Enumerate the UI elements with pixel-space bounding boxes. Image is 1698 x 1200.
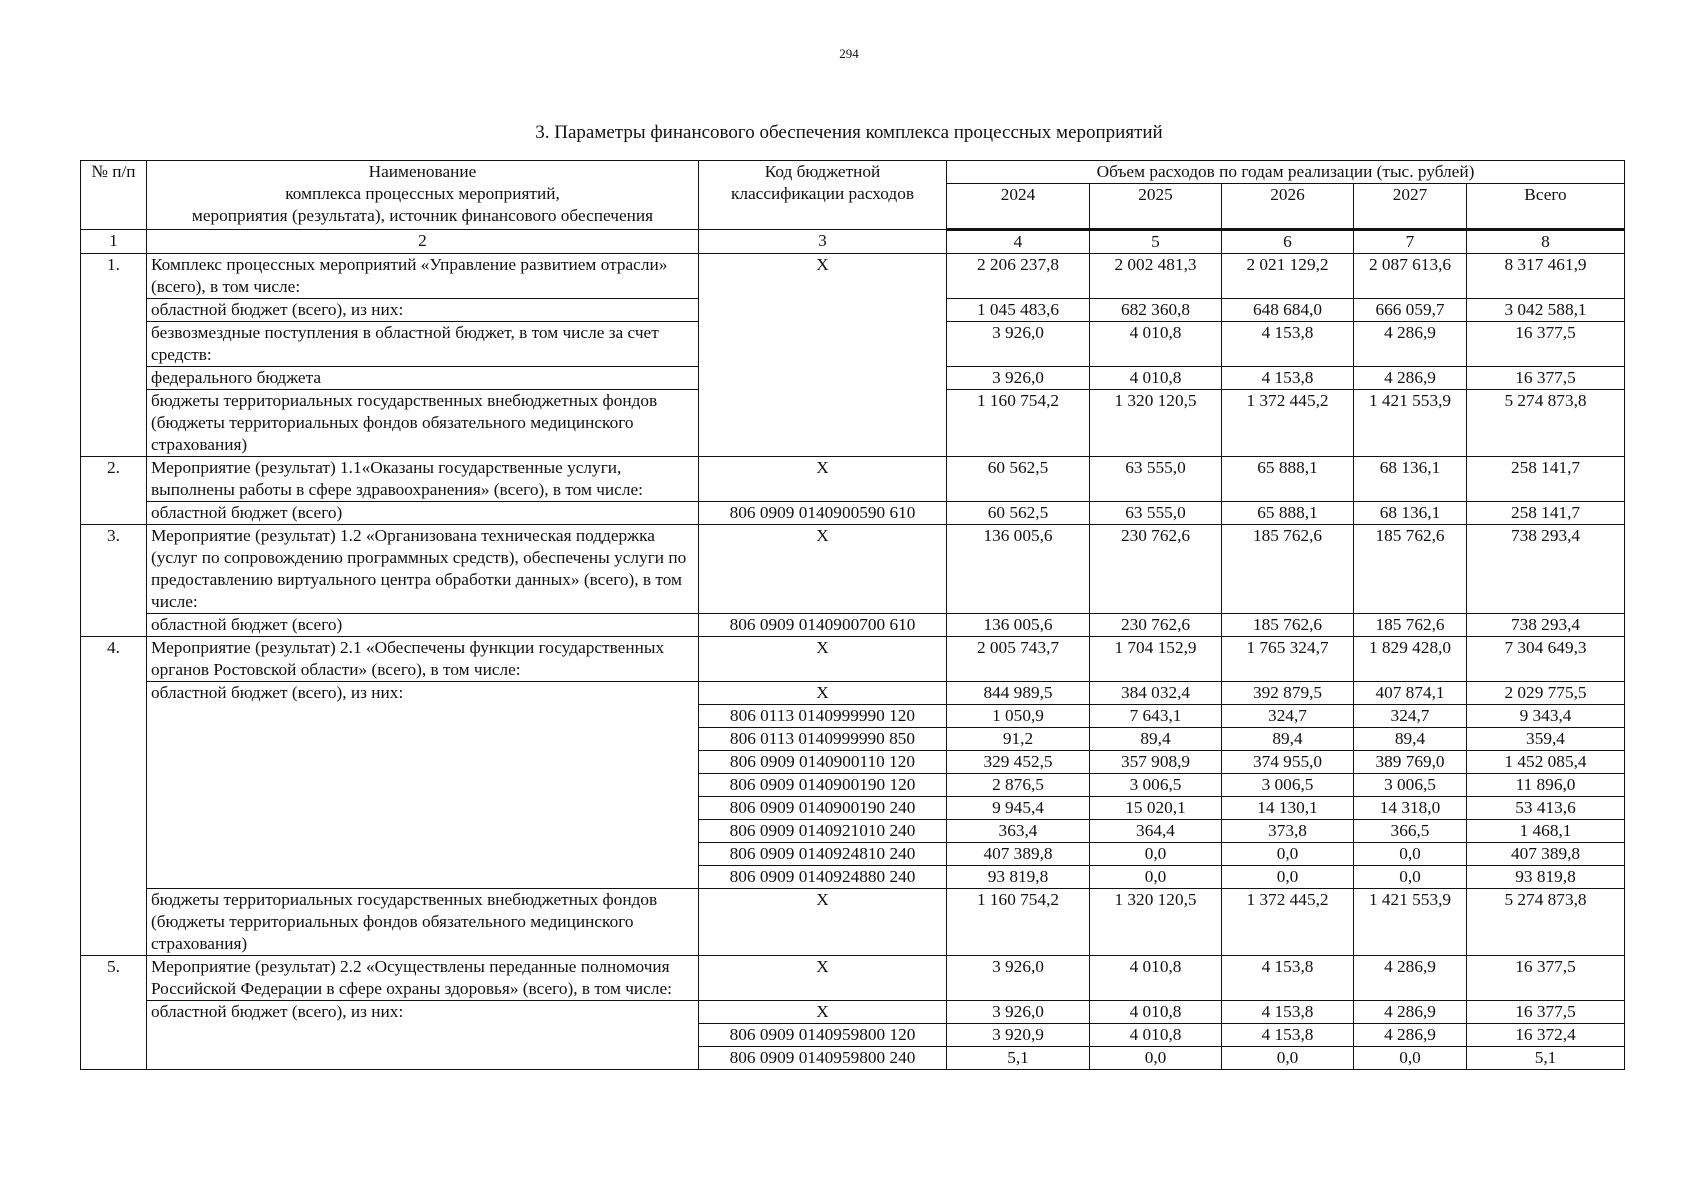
row-value: 3 926,0: [947, 367, 1090, 390]
row-value: 373,8: [1222, 820, 1354, 843]
row-total: 258 141,7: [1467, 502, 1625, 525]
row-code: 806 0909 0140921010 240: [699, 820, 947, 843]
row-value: 4 010,8: [1090, 367, 1222, 390]
row-number: 3.: [81, 525, 147, 637]
row-value: 3 926,0: [947, 956, 1090, 1001]
header-code-line: Код бюджетной: [764, 162, 881, 181]
row-value: 2 002 481,3: [1090, 254, 1222, 299]
row-value: 364,4: [1090, 820, 1222, 843]
row-value: 3 920,9: [947, 1024, 1090, 1047]
row-value: 1 829 428,0: [1354, 637, 1467, 682]
header-code-line: классификации расходов: [730, 184, 915, 203]
row-value: 392 879,5: [1222, 682, 1354, 705]
row-number: 2.: [81, 457, 147, 525]
row-value: 14 318,0: [1354, 797, 1467, 820]
row-value: 363,4: [947, 820, 1090, 843]
table-row: [81, 1001, 1625, 1024]
row-value: 1 704 152,9: [1090, 637, 1222, 682]
row-value: 89,4: [1354, 728, 1467, 751]
header-total: Всего: [1467, 184, 1625, 230]
row-code: X: [699, 254, 947, 457]
header-name: [147, 161, 699, 230]
row-code: X: [699, 637, 947, 682]
row-total: 8 317 461,9: [1467, 254, 1625, 299]
row-value: 3 926,0: [947, 322, 1090, 367]
row-value: 185 762,6: [1222, 614, 1354, 637]
row-code: 806 0113 0140999990 120: [699, 705, 947, 728]
row-value: 14 130,1: [1222, 797, 1354, 820]
page-number: 294: [839, 46, 859, 61]
row-value: 65 888,1: [1222, 502, 1354, 525]
row-value: 2 021 129,2: [1222, 254, 1354, 299]
row-value: 4 153,8: [1222, 1001, 1354, 1024]
row-value: 682 360,8: [1090, 299, 1222, 322]
row-code: 806 0909 0140900700 610: [699, 614, 947, 637]
row-value: 0,0: [1090, 843, 1222, 866]
row-value: 9 945,4: [947, 797, 1090, 820]
row-value: 1 372 445,2: [1222, 889, 1354, 956]
row-total: 738 293,4: [1467, 614, 1625, 637]
row-total: 16 377,5: [1467, 956, 1625, 1001]
row-value: 1 320 120,5: [1090, 889, 1222, 956]
row-total: 5 274 873,8: [1467, 889, 1625, 956]
row-value: 1 372 445,2: [1222, 390, 1354, 457]
row-code: X: [699, 889, 947, 956]
row-total: 5,1: [1467, 1047, 1625, 1070]
table-row: [81, 254, 1625, 299]
row-value: 185 762,6: [1354, 525, 1467, 614]
row-value: 1 421 553,9: [1354, 889, 1467, 956]
row-value: 2 206 237,8: [947, 254, 1090, 299]
row-value: 91,2: [947, 728, 1090, 751]
table-row: [81, 502, 1625, 525]
row-value: 68 136,1: [1354, 457, 1467, 502]
row-value: 366,5: [1354, 820, 1467, 843]
row-name: областной бюджет (всего), из них:: [147, 1001, 699, 1070]
header-year: 2026: [1222, 184, 1354, 230]
row-value: 3 006,5: [1090, 774, 1222, 797]
row-value: 0,0: [1354, 843, 1467, 866]
table-row: [81, 637, 1625, 682]
row-number: 4.: [81, 637, 147, 956]
row-value: 329 452,5: [947, 751, 1090, 774]
row-value: 68 136,1: [1354, 502, 1467, 525]
column-number: 7: [1354, 230, 1467, 254]
row-value: 0,0: [1222, 843, 1354, 866]
row-number: 5.: [81, 956, 147, 1070]
row-total: 1 452 085,4: [1467, 751, 1625, 774]
row-value: 60 562,5: [947, 457, 1090, 502]
row-value: 4 153,8: [1222, 322, 1354, 367]
row-total: 16 377,5: [1467, 367, 1625, 390]
header-year: 2025: [1090, 184, 1222, 230]
row-value: 666 059,7: [1354, 299, 1467, 322]
row-name: безвозмездные поступления в областной бюджет, в том числе за счет средств:: [147, 322, 699, 367]
row-value: 3 926,0: [947, 1001, 1090, 1024]
table-row: [81, 682, 1625, 705]
row-code: 806 0909 0140959800 240: [699, 1047, 947, 1070]
row-total: 3 042 588,1: [1467, 299, 1625, 322]
row-value: 844 989,5: [947, 682, 1090, 705]
row-name: областной бюджет (всего): [147, 502, 699, 525]
row-value: 4 010,8: [1090, 1001, 1222, 1024]
row-value: 0,0: [1222, 1047, 1354, 1070]
row-value: 3 006,5: [1354, 774, 1467, 797]
row-value: 2 876,5: [947, 774, 1090, 797]
row-value: 136 005,6: [947, 614, 1090, 637]
row-value: 4 286,9: [1354, 367, 1467, 390]
row-value: 63 555,0: [1090, 457, 1222, 502]
table-row: [81, 889, 1625, 956]
row-value: 60 562,5: [947, 502, 1090, 525]
row-value: 5,1: [947, 1047, 1090, 1070]
row-value: 374 955,0: [1222, 751, 1354, 774]
row-code: 806 0909 0140924810 240: [699, 843, 947, 866]
row-value: 230 762,6: [1090, 525, 1222, 614]
header-name-line: Наименование: [368, 162, 477, 181]
column-number: 2: [147, 230, 699, 254]
column-number: 4: [947, 230, 1090, 254]
row-name: Мероприятие (результат) 1.2 «Организована техническая поддержка (услуг по сопровождению программных средств), обеспечены услуги по предоставлению виртуального центра обработки данных» (всего), в том числе:: [147, 525, 699, 614]
row-code: X: [699, 682, 947, 705]
header-name-line: мероприятия (результата), источник финансового обеспечения: [191, 206, 654, 225]
row-name: Мероприятие (результат) 2.2 «Осуществлены переданные полномочия Российской Федерации в сфере охраны здоровья» (всего), в том числе:: [147, 956, 699, 1001]
header-name-line: комплекса процессных мероприятий,: [285, 184, 560, 203]
header-volume: Объем расходов по годам реализации (тыс. рублей): [947, 161, 1625, 184]
row-total: 16 377,5: [1467, 1001, 1625, 1024]
row-code: 806 0113 0140999990 850: [699, 728, 947, 751]
header-code: [699, 161, 947, 230]
row-name: Мероприятие (результат) 2.1 «Обеспечены функции государственных органов Ростовской области» (всего), в том числе:: [147, 637, 699, 682]
row-value: 15 020,1: [1090, 797, 1222, 820]
row-value: 324,7: [1222, 705, 1354, 728]
row-total: 7 304 649,3: [1467, 637, 1625, 682]
row-total: 2 029 775,5: [1467, 682, 1625, 705]
table-row: [81, 457, 1625, 502]
row-value: 2 087 613,6: [1354, 254, 1467, 299]
document-title: 3. Параметры финансового обеспечения комплекса процессных мероприятий: [535, 122, 1163, 143]
table-row: [81, 956, 1625, 1001]
row-value: 4 010,8: [1090, 956, 1222, 1001]
row-value: 136 005,6: [947, 525, 1090, 614]
row-value: 4 286,9: [1354, 322, 1467, 367]
row-value: 7 643,1: [1090, 705, 1222, 728]
row-value: 324,7: [1354, 705, 1467, 728]
row-code: X: [699, 457, 947, 502]
header-row: [81, 161, 1625, 184]
row-name: областной бюджет (всего): [147, 614, 699, 637]
row-name: бюджеты территориальных государственных внебюджетных фондов (бюджеты территориальных фондов обязательного медицинского страхования): [147, 889, 699, 956]
row-code: 806 0909 0140900110 120: [699, 751, 947, 774]
row-number: 1.: [81, 254, 147, 457]
table-row: [81, 614, 1625, 637]
row-value: 65 888,1: [1222, 457, 1354, 502]
row-total: 738 293,4: [1467, 525, 1625, 614]
row-code: 806 0909 0140959800 120: [699, 1024, 947, 1047]
row-code: X: [699, 525, 947, 614]
row-value: 1 765 324,7: [1222, 637, 1354, 682]
row-code: 806 0909 0140900190 120: [699, 774, 947, 797]
row-name: федерального бюджета: [147, 367, 699, 390]
column-numbers-row: [81, 230, 1625, 254]
row-total: 407 389,8: [1467, 843, 1625, 866]
row-name: бюджеты территориальных государственных внебюджетных фондов (бюджеты территориальных фондов обязательного медицинского страхования): [147, 390, 699, 457]
column-number: 3: [699, 230, 947, 254]
row-value: 4 286,9: [1354, 956, 1467, 1001]
row-name: областной бюджет (всего), из них:: [147, 299, 699, 322]
row-value: 93 819,8: [947, 866, 1090, 889]
row-value: 89,4: [1090, 728, 1222, 751]
column-number: 1: [81, 230, 147, 254]
row-total: 16 377,5: [1467, 322, 1625, 367]
row-name: Мероприятие (результат) 1.1«Оказаны государственные услуги, выполнены работы в сфере здравоохранения» (всего), в том числе:: [147, 457, 699, 502]
row-code: X: [699, 956, 947, 1001]
row-total: 258 141,7: [1467, 457, 1625, 502]
row-code: 806 0909 0140900590 610: [699, 502, 947, 525]
row-value: 1 160 754,2: [947, 889, 1090, 956]
header-year: 2027: [1354, 184, 1467, 230]
row-code: X: [699, 1001, 947, 1024]
row-value: 1 050,9: [947, 705, 1090, 728]
row-value: 4 286,9: [1354, 1001, 1467, 1024]
row-total: 53 413,6: [1467, 797, 1625, 820]
row-value: 357 908,9: [1090, 751, 1222, 774]
row-value: 0,0: [1354, 866, 1467, 889]
table-row: [81, 525, 1625, 614]
row-total: 16 372,4: [1467, 1024, 1625, 1047]
row-value: 1 160 754,2: [947, 390, 1090, 457]
row-code: 806 0909 0140900190 240: [699, 797, 947, 820]
row-total: 359,4: [1467, 728, 1625, 751]
row-total: 93 819,8: [1467, 866, 1625, 889]
row-total: 11 896,0: [1467, 774, 1625, 797]
row-value: 4 153,8: [1222, 367, 1354, 390]
row-value: 4 153,8: [1222, 1024, 1354, 1047]
row-value: 0,0: [1090, 1047, 1222, 1070]
row-total: 1 468,1: [1467, 820, 1625, 843]
row-value: 4 010,8: [1090, 1024, 1222, 1047]
row-value: 4 286,9: [1354, 1024, 1467, 1047]
row-value: 1 320 120,5: [1090, 390, 1222, 457]
row-value: 0,0: [1222, 866, 1354, 889]
row-value: 389 769,0: [1354, 751, 1467, 774]
row-value: 1 421 553,9: [1354, 390, 1467, 457]
row-total: 9 343,4: [1467, 705, 1625, 728]
row-value: 384 032,4: [1090, 682, 1222, 705]
row-name: областной бюджет (всего), из них:: [147, 682, 699, 889]
row-value: 407 389,8: [947, 843, 1090, 866]
row-value: 3 006,5: [1222, 774, 1354, 797]
row-value: 89,4: [1222, 728, 1354, 751]
header-num: № п/п: [81, 161, 147, 230]
row-total: 5 274 873,8: [1467, 390, 1625, 457]
header-year: 2024: [947, 184, 1090, 230]
row-value: 230 762,6: [1090, 614, 1222, 637]
row-value: 185 762,6: [1222, 525, 1354, 614]
financing-table: [80, 160, 1625, 1070]
row-value: 63 555,0: [1090, 502, 1222, 525]
column-number: 5: [1090, 230, 1222, 254]
row-value: 0,0: [1090, 866, 1222, 889]
row-value: 407 874,1: [1354, 682, 1467, 705]
row-value: 4 010,8: [1090, 322, 1222, 367]
row-value: 1 045 483,6: [947, 299, 1090, 322]
row-value: 4 153,8: [1222, 956, 1354, 1001]
row-value: 648 684,0: [1222, 299, 1354, 322]
row-value: 185 762,6: [1354, 614, 1467, 637]
row-value: 0,0: [1354, 1047, 1467, 1070]
row-code: 806 0909 0140924880 240: [699, 866, 947, 889]
column-number: 8: [1467, 230, 1625, 254]
row-name: Комплекс процессных мероприятий «Управление развитием отрасли» (всего), в том числе:: [147, 254, 699, 299]
row-value: 2 005 743,7: [947, 637, 1090, 682]
column-number: 6: [1222, 230, 1354, 254]
